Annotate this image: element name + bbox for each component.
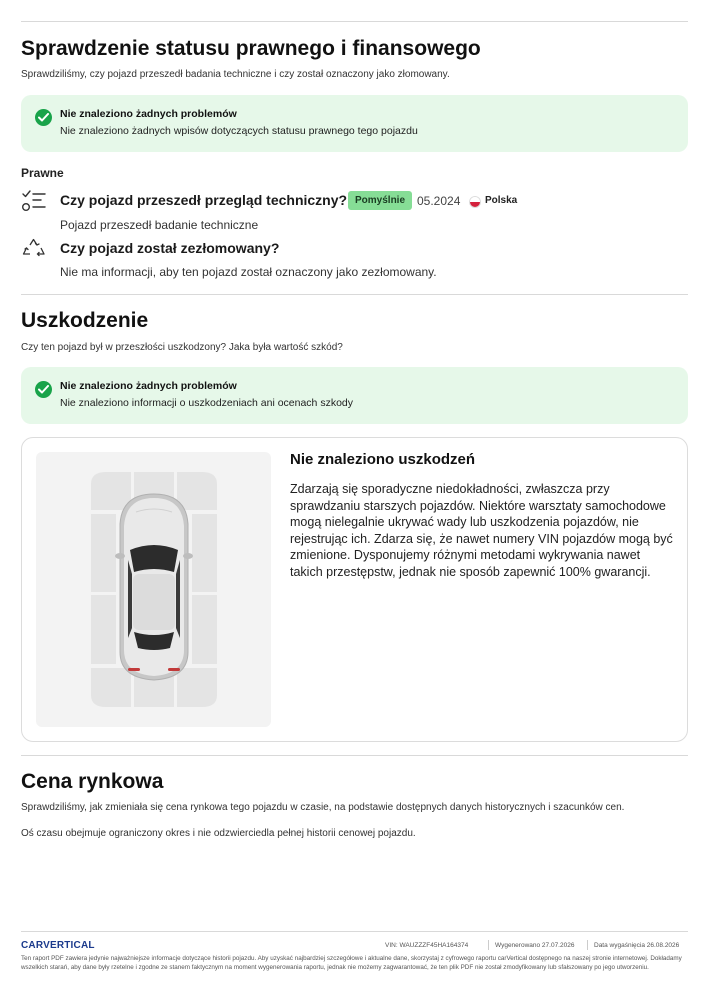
market-text-1: Sprawdziliśmy, jak zmieniała się cena rynkowa tego pojazdu w czasie, na podstawie dostępnych danych historycznych i szacunków cen.	[21, 802, 625, 813]
check-circle-icon	[35, 381, 52, 398]
zone-left-rear	[91, 595, 116, 664]
legal-ok-text: Nie znaleziono żadnych wpisów dotyczących statusu prawnego tego pojazdu	[60, 125, 418, 137]
footer-separator	[488, 940, 489, 950]
car-top-view-icon	[36, 452, 271, 727]
inspection-country: Polska	[485, 195, 518, 206]
zone-front-right	[177, 472, 217, 510]
footer-disclaimer: Ten raport PDF zawiera jedynie najważniejsze informacje dotyczące historii pojazdu. Aby uzyskać najbardziej szczegółowe i aktualne dane, skorzystaj z cyfrowego raportu carVertical dostępnego na naszej stronie internetowej. Dokładamy wszelkich starań, aby dane były rzetelne i zgodne ze stanem faktycznym na moment wygenerowania raportu, jednak nie możemy zagwarantować, że ten plik PDF nie został zmodyfikowany lub sfałszowany po jego utworzeniu.	[21, 955, 682, 971]
inspection-date: 05.2024	[417, 194, 461, 208]
legal-group-label: Prawne	[21, 166, 64, 180]
poland-flag-icon	[469, 196, 481, 208]
status-badge: Pomyślnie	[348, 191, 412, 210]
top-divider	[21, 21, 688, 22]
footer-expires: Data wygaśnięcia 26.08.2026	[594, 942, 680, 949]
legal-ok-box	[21, 95, 688, 152]
zone-left-front	[91, 514, 116, 592]
zone-rear-right	[177, 668, 217, 707]
damage-ok-text: Nie znaleziono informacji o uszkodzeniach ani ocenach szkody	[60, 397, 353, 409]
checklist-icon	[21, 189, 47, 218]
zone-right-rear	[192, 595, 217, 664]
carvertical-logo: CARVERTICAL	[21, 940, 95, 951]
footer-generated: Wygenerowano 27.07.2026	[495, 942, 575, 949]
market-text-2: Oś czasu obejmuje ograniczony okres i nie odzwierciedla pełnej historii cenowej pojazdu.	[21, 828, 416, 839]
zone-rear-left	[91, 668, 131, 707]
market-section-title: Cena rynkowa	[21, 770, 164, 793]
legal-section-subtitle: Sprawdziliśmy, czy pojazd przeszedł badania techniczne i czy został oznaczony jako złomowany.	[21, 69, 450, 80]
zone-front-left	[91, 472, 131, 510]
inspection-answer: Pojazd przeszedł badanie techniczne	[60, 218, 259, 232]
damage-ok-title: Nie znaleziono żadnych problemów	[60, 380, 237, 392]
damage-ok-box	[21, 367, 688, 424]
car-damage-diagram	[36, 452, 271, 727]
market-divider	[21, 755, 688, 756]
footer-divider	[21, 931, 688, 932]
damage-card	[21, 437, 688, 742]
inspection-question: Czy pojazd przeszedł przegląd techniczny?	[60, 192, 348, 208]
damage-section-subtitle: Czy ten pojazd był w przeszłości uszkodzony? Jaka była wartość szkód?	[21, 342, 343, 353]
damage-card-title: Nie znaleziono uszkodzeń	[290, 451, 476, 468]
zone-right-front	[192, 514, 217, 592]
legal-section-title: Sprawdzenie statusu prawnego i finansowego	[21, 37, 481, 60]
footer-separator	[587, 940, 588, 950]
scrapped-answer: Nie ma informacji, aby ten pojazd został oznaczony jako zezłomowany.	[60, 265, 437, 279]
damage-card-text: Zdarzają się sporadyczne niedokładności, zwłaszcza przy sprawdzaniu starszych pojazdów. Niektóre warsztaty samochodowe mogą nielegalnie ukrywać wady lub uszkodzenia pojazdów, nie rejestrując ich. Zdarza się, że nawet numery VIN pojazdów mogą być zmienione. Dysponujemy różnymi metodami wykrywania nawet takich przestępstw, jednak nie sposób zapewnić 100% gwarancji.	[290, 482, 673, 579]
legal-ok-title: Nie znaleziono żadnych problemów	[60, 108, 237, 120]
scrapped-question: Czy pojazd został zezłomowany?	[60, 240, 280, 256]
check-circle-icon	[35, 109, 52, 126]
recycle-icon	[21, 237, 47, 266]
damage-section-title: Uszkodzenie	[21, 309, 149, 332]
damage-divider	[21, 294, 688, 295]
footer-vin: VIN: WAUZZZF45HA164374	[385, 942, 469, 949]
